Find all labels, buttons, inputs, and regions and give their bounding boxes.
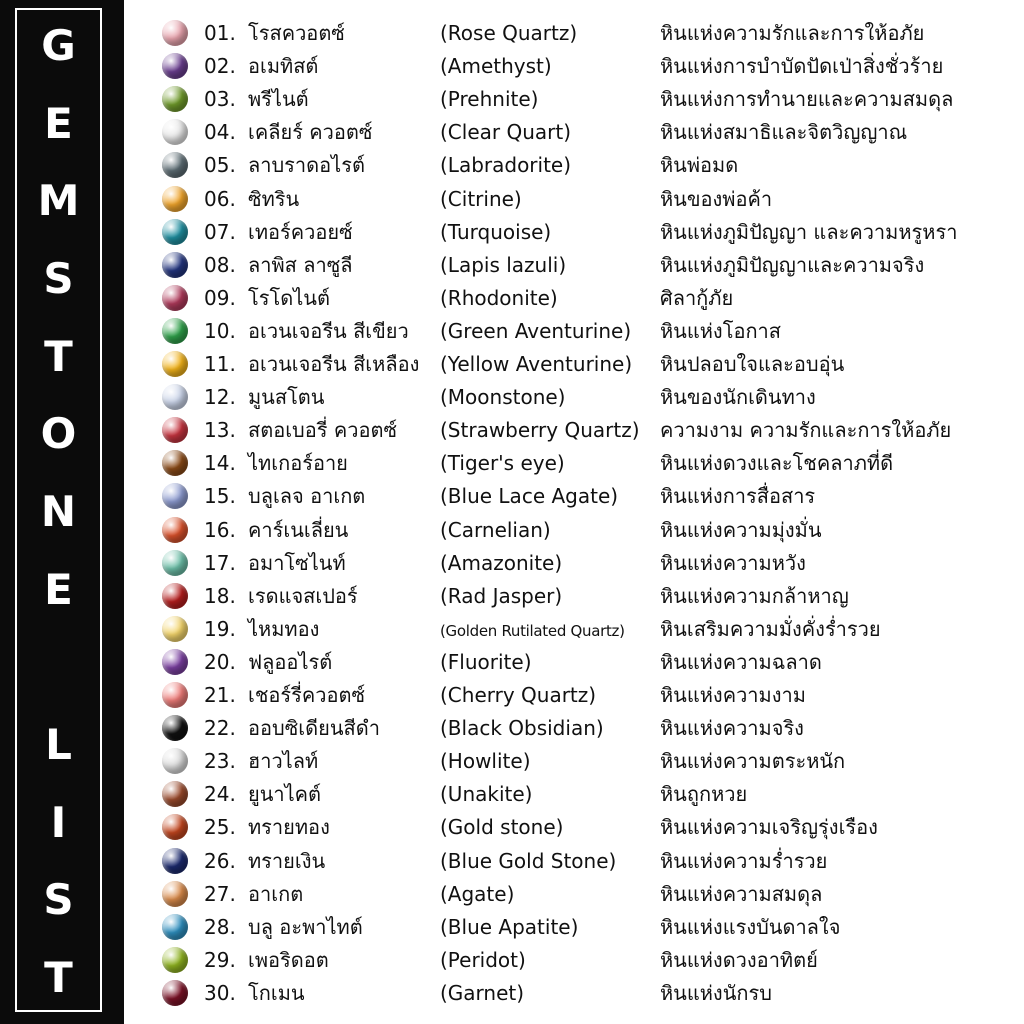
- gem-meaning: หินแห่งความฉลาด: [660, 649, 822, 674]
- gem-number: 22.: [204, 716, 236, 741]
- gem-meaning: หินแห่งภูมิปัญญาและความจริง: [660, 252, 925, 277]
- gem-number: 26.: [204, 848, 236, 873]
- list-item: [158, 546, 1018, 579]
- list-item: [158, 148, 1018, 181]
- gem-meaning: หินแห่งความกล้าหาญ: [660, 583, 849, 608]
- gem-thai-name: บลู อะพาไทต์: [248, 914, 363, 939]
- gem-meaning: หินแห่งความหวัง: [660, 550, 806, 575]
- gem-english-name: (Citrine): [440, 186, 522, 211]
- list-item: [158, 82, 1018, 115]
- gem-english-name: (Blue Apatite): [440, 914, 579, 939]
- amazonite-icon: [162, 550, 188, 576]
- blue-lace-agate-icon: [162, 483, 188, 509]
- citrine-icon: [162, 186, 188, 212]
- list-item: [158, 347, 1018, 380]
- gem-english-name: (Agate): [440, 881, 515, 906]
- gem-meaning: หินแห่งความร่ำรวย: [660, 848, 828, 873]
- gem-thai-name: ซิทริน: [248, 186, 300, 211]
- gem-meaning: หินแห่งความจริง: [660, 716, 804, 741]
- green-aventurine-icon: [162, 318, 188, 344]
- gem-number: 14.: [204, 451, 236, 476]
- list-item: [158, 579, 1018, 612]
- cherry-quartz-icon: [162, 682, 188, 708]
- gem-english-name: (Green Aventurine): [440, 318, 632, 343]
- gem-thai-name: เทอร์ควอยซ์: [248, 219, 353, 244]
- gem-english-name: (Amazonite): [440, 550, 563, 575]
- list-item: [158, 777, 1018, 810]
- gem-number: 04.: [204, 120, 236, 145]
- gem-english-name: (Rad Jasper): [440, 583, 563, 608]
- blue-gold-stone-icon: [162, 848, 188, 874]
- unakite-icon: [162, 781, 188, 807]
- gem-number: 16.: [204, 517, 236, 542]
- gem-english-name: (Peridot): [440, 947, 526, 972]
- gem-meaning: ความงาม ความรักและการให้อภัย: [660, 418, 952, 443]
- agate-icon: [162, 881, 188, 907]
- gem-meaning: หินของนักเดินทาง: [660, 385, 816, 410]
- gem-number: 07.: [204, 219, 236, 244]
- black-obsidian-icon: [162, 715, 188, 741]
- side-title-letter: E: [44, 98, 73, 148]
- gem-thai-name: มูนสโตน: [248, 385, 325, 410]
- side-title-letter: N: [40, 486, 77, 536]
- gem-number: 05.: [204, 153, 236, 178]
- gem-number: 28.: [204, 914, 236, 939]
- list-item: [158, 711, 1018, 744]
- gem-meaning: หินแห่งความสมดุล: [660, 881, 823, 906]
- gemstone-list: [158, 16, 1018, 1012]
- turquoise-icon: [162, 219, 188, 245]
- list-item: [158, 314, 1018, 347]
- gem-thai-name: เคลียร์ ควอตซ์: [248, 120, 373, 145]
- gem-meaning: หินแห่งการสื่อสาร: [660, 484, 816, 509]
- gem-english-name: (Black Obsidian): [440, 716, 604, 741]
- blue-apatite-icon: [162, 914, 188, 940]
- rhodonite-icon: [162, 285, 188, 311]
- peridot-icon: [162, 947, 188, 973]
- gem-meaning: หินถูกหวย: [660, 782, 748, 807]
- gem-thai-name: เชอร์รี่ควอตซ์: [248, 683, 366, 707]
- gem-english-name: (Blue Lace Agate): [440, 484, 619, 509]
- gem-english-name: (Lapis lazuli): [440, 252, 567, 277]
- list-item: [158, 810, 1018, 843]
- list-item: [158, 976, 1018, 1009]
- list-item: [158, 248, 1018, 281]
- tigers-eye-icon: [162, 450, 188, 476]
- side-title-letter: G: [41, 21, 76, 70]
- side-title-letter: L: [45, 719, 72, 769]
- gem-english-name: (Garnet): [440, 980, 525, 1005]
- gem-english-name: (Clear Quart): [440, 120, 572, 145]
- list-item: [158, 16, 1018, 49]
- side-title-letter: T: [44, 331, 73, 381]
- list-item: [158, 115, 1018, 148]
- moonstone-icon: [162, 384, 188, 410]
- gem-number: 09.: [204, 285, 236, 310]
- gem-meaning: หินแห่งภูมิปัญญา และความหรูหรา: [660, 219, 958, 244]
- gem-thai-name: เรดแจสเปอร์: [248, 583, 358, 608]
- gem-thai-name: ไทเกอร์อาย: [248, 451, 348, 476]
- gem-thai-name: สตอเบอรี่ ควอตซ์: [248, 418, 398, 443]
- list-item: [158, 446, 1018, 479]
- gem-english-name: (Unakite): [440, 782, 533, 807]
- gem-number: 29.: [204, 947, 236, 972]
- list-item: [158, 877, 1018, 910]
- gem-number: 01.: [204, 21, 236, 45]
- side-title-letter: T: [44, 952, 73, 1002]
- gem-number: 20.: [204, 649, 236, 674]
- gem-thai-name: คาร์เนเลี่ยน: [248, 517, 349, 542]
- fluorite-icon: [162, 649, 188, 675]
- gem-meaning: หินปลอบใจและอบอุ่น: [660, 352, 845, 376]
- red-jasper-icon: [162, 583, 188, 609]
- gem-meaning: ศิลากู้ภัย: [660, 285, 734, 310]
- lapis-lazuli-icon: [162, 252, 188, 278]
- gem-english-name: (Carnelian): [440, 517, 551, 542]
- gem-english-name: (Rose Quartz): [440, 21, 578, 45]
- list-item: [158, 479, 1018, 512]
- howlite-heart-icon: [162, 748, 188, 774]
- strawberry-quartz-heart-icon: [162, 417, 188, 443]
- gem-meaning: หินแห่งแรงบันดาลใจ: [660, 914, 841, 939]
- list-item: [158, 413, 1018, 446]
- list-item: [158, 910, 1018, 943]
- gem-meaning: หินแห่งความตระหนัก: [660, 749, 846, 774]
- list-item: [158, 380, 1018, 413]
- side-title-letter: I: [50, 797, 67, 847]
- gem-meaning: หินแห่งการบำบัดปัดเป่าสิ่งชั่วร้าย: [660, 54, 944, 79]
- gem-number: 24.: [204, 782, 236, 807]
- clear-quartz-icon: [162, 119, 188, 145]
- gem-meaning: หินแห่งโอกาส: [660, 318, 781, 343]
- gem-thai-name: โรโดไนต์: [248, 285, 330, 310]
- gem-english-name: (Turquoise): [440, 219, 552, 244]
- gem-number: 18.: [204, 583, 236, 608]
- gem-meaning: หินของพ่อค้า: [660, 186, 773, 211]
- gem-meaning: หินแห่งความมุ่งมั่น: [660, 517, 822, 542]
- gem-number: 21.: [204, 683, 236, 707]
- gem-english-name: (Fluorite): [440, 649, 532, 674]
- gem-english-name: (Yellow Aventurine): [440, 352, 633, 376]
- gem-english-name: (Prehnite): [440, 87, 539, 112]
- gem-english-name: (Tiger's eye): [440, 451, 565, 476]
- gem-thai-name: บลูเลจ อาเกต: [248, 484, 366, 509]
- list-item: [158, 943, 1018, 976]
- list-item: [158, 49, 1018, 82]
- gem-thai-name: ฮาวไลท์: [248, 749, 319, 774]
- gem-number: 19.: [204, 616, 236, 641]
- labradorite-icon: [162, 152, 188, 178]
- yellow-aventurine-icon: [162, 351, 188, 377]
- list-item: [158, 744, 1018, 777]
- gem-english-name: (Strawberry Quartz): [440, 418, 640, 443]
- gem-thai-name: พรีไนต์: [248, 87, 309, 112]
- gem-number: 30.: [204, 980, 236, 1005]
- list-item: [158, 645, 1018, 678]
- gem-english-name: (Golden Rutilated Quartz): [440, 621, 625, 640]
- gem-thai-name: โรสควอตซ์: [248, 21, 345, 45]
- side-title-letter: M: [37, 176, 80, 226]
- gem-number: 08.: [204, 252, 236, 277]
- gem-thai-name: โกเมน: [248, 980, 305, 1005]
- gem-english-name: (Blue Gold Stone): [440, 848, 617, 873]
- prehnite-icon: [162, 86, 188, 112]
- gem-thai-name: อเมทิสต์: [248, 54, 319, 79]
- gem-meaning: หินแห่งสมาธิและจิตวิญญาณ: [660, 120, 908, 145]
- gem-meaning: หินแห่งดวงอาทิตย์: [660, 947, 818, 972]
- gem-number: 27.: [204, 881, 236, 906]
- gem-thai-name: ลาพิส ลาซูลี: [248, 252, 353, 277]
- gem-meaning: หินเสริมความมั่งคั่งร่ำรวย: [660, 616, 881, 641]
- gem-english-name: (Gold stone): [440, 815, 564, 840]
- rose-quartz-heart-icon: [162, 20, 188, 46]
- list-item: [158, 844, 1018, 877]
- amethyst-cluster-icon: [162, 53, 188, 79]
- gem-number: 17.: [204, 550, 236, 575]
- gem-number: 25.: [204, 815, 236, 840]
- gem-english-name: (Moonstone): [440, 385, 566, 410]
- side-title-panel: [0, 0, 124, 1024]
- list-item: [158, 612, 1018, 645]
- gem-thai-name: ทรายทอง: [248, 815, 330, 840]
- gem-meaning: หินแห่งการทำนายและความสมดุล: [660, 87, 954, 112]
- gem-meaning: หินแห่งดวงและโชคลาภที่ดี: [660, 451, 894, 476]
- carnelian-icon: [162, 517, 188, 543]
- gem-english-name: (Howlite): [440, 749, 531, 774]
- gem-english-name: (Labradorite): [440, 153, 572, 178]
- side-title-frame: [15, 8, 102, 1012]
- gem-meaning: หินแห่งความเจริญรุ่งเรือง: [660, 815, 878, 840]
- gem-thai-name: ไหมทอง: [248, 616, 320, 641]
- gem-thai-name: ยูนาไคต์: [248, 782, 322, 807]
- gem-number: 10.: [204, 318, 236, 343]
- gem-number: 02.: [204, 54, 236, 79]
- gem-thai-name: ทรายเงิน: [248, 848, 326, 873]
- gem-meaning: หินแห่งความรักและการให้อภัย: [660, 21, 925, 45]
- gem-english-name: (Cherry Quartz): [440, 683, 597, 707]
- gem-thai-name: อาเกต: [248, 881, 304, 906]
- side-title: [17, 21, 100, 1002]
- list-item: [158, 513, 1018, 546]
- gem-thai-name: อเวนเจอรีน สีเหลือง: [248, 352, 420, 376]
- gold-stone-icon: [162, 814, 188, 840]
- gem-number: 03.: [204, 87, 236, 112]
- gem-english-name: (Amethyst): [440, 54, 552, 79]
- list-item: [158, 281, 1018, 314]
- list-item: [158, 678, 1018, 711]
- gem-thai-name: อเวนเจอรีน สีเขียว: [248, 318, 409, 343]
- side-title-letter: S: [43, 253, 74, 303]
- gem-meaning: หินพ่อมด: [660, 153, 739, 178]
- gem-number: 15.: [204, 484, 236, 509]
- gem-number: 13.: [204, 418, 236, 443]
- gem-thai-name: ฟลูออไรต์: [248, 649, 333, 674]
- list-item: [158, 215, 1018, 248]
- gem-meaning: หินแห่งนักรบ: [660, 980, 772, 1005]
- gem-thai-name: ออบซิเดียนสีดำ: [248, 716, 380, 741]
- side-title-letter: E: [44, 564, 73, 614]
- list-item: [158, 182, 1018, 215]
- gem-english-name: (Rhodonite): [440, 285, 558, 310]
- side-title-letter: O: [40, 409, 77, 459]
- gem-number: 06.: [204, 186, 236, 211]
- gem-thai-name: อมาโซไนท์: [248, 550, 346, 575]
- golden-rutilated-quartz-icon: [162, 616, 188, 642]
- gem-number: 23.: [204, 749, 236, 774]
- gem-thai-name: เพอริดอต: [248, 947, 329, 972]
- gem-number: 12.: [204, 385, 236, 410]
- gem-number: 11.: [204, 352, 236, 376]
- garnet-icon: [162, 980, 188, 1006]
- gem-meaning: หินแห่งความงาม: [660, 683, 806, 707]
- side-title-letter: S: [43, 875, 74, 925]
- gem-thai-name: ลาบราดอไรต์: [248, 153, 365, 178]
